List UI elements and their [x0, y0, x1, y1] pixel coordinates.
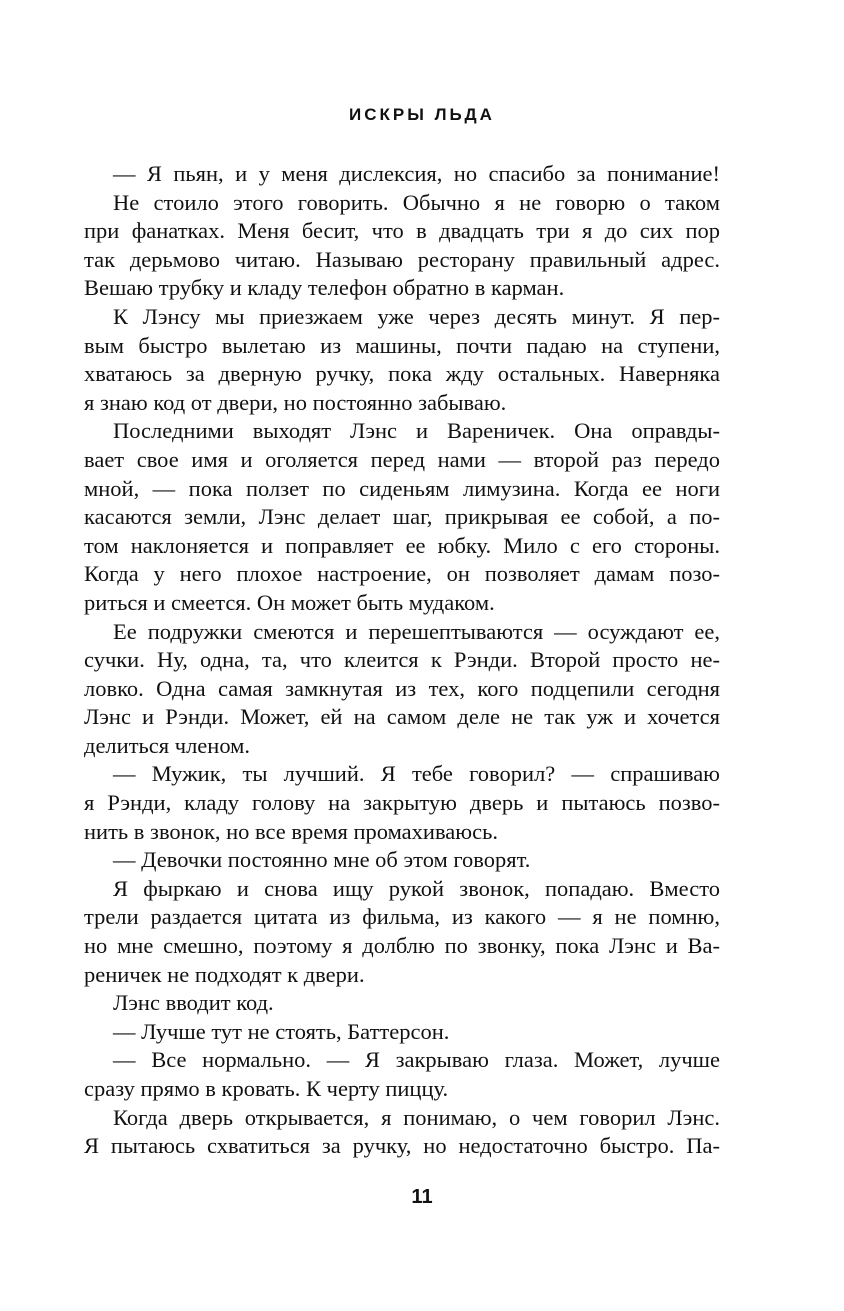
text-line: Когда дверь открывается, я понимаю, о чем говорил Лэнс.	[113, 1104, 720, 1130]
text-line: вым быстро вылетаю из машины, почти падаю на ступени,	[84, 332, 720, 358]
text-line: Ее подружки смеются и перешептываются — осуждают ее,	[113, 618, 720, 644]
text-line: я знаю код от двери, но постоянно забываю.	[84, 389, 507, 415]
text-line: — Девочки постоянно мне об этом говорят.	[113, 847, 531, 873]
text-line: К Лэнсу мы приезжаем уже через десять минут. Я пер-	[113, 303, 720, 329]
text-line: делиться членом.	[84, 732, 251, 758]
text-line: трели раздается цитата из фильма, из какого — я не помню,	[84, 904, 720, 930]
text-line: риться и смеется. Он может быть мудаком.	[84, 589, 495, 615]
text-line: ловко. Одна самая замкнутая из тех, кого подцепили сегодня	[84, 675, 720, 701]
body-text	[84, 160, 720, 1161]
text-line: Не стоило этого говорить. Обычно я не говорю о таком	[113, 189, 720, 215]
text-line: хватаюсь за дверную ручку, пока жду остальных. Наверняка	[84, 361, 720, 387]
text-line: я Рэнди, кладу голову на закрытую дверь и пытаюсь позво-	[84, 790, 720, 816]
page-number: 11	[411, 1186, 433, 1208]
text-line: сучки. Ну, одна, та, что клеится к Рэнди. Второй просто не-	[84, 647, 720, 673]
text-line: при фанатках. Меня бесит, что в двадцать три я до сих пор	[84, 218, 720, 244]
text-line: реничек не подходят к двери.	[84, 961, 365, 987]
running-title: ИСКРЫ ЛЬДА	[349, 105, 495, 124]
text-line: — Мужик, ты лучший. Я тебе говорил? — спрашиваю	[113, 761, 720, 787]
text-line: — Я пьян, и у меня дислексия, но спасибо за понимание!	[113, 161, 720, 186]
text-line: касаются земли, Лэнс делает шаг, прикрывая ее собой, а по-	[84, 504, 720, 530]
text-line: Я фыркаю и снова ищу рукой звонок, попадаю. Вместо	[113, 875, 720, 901]
text-line: — Все нормально. — Я закрываю глаза. Может, лучше	[113, 1047, 720, 1073]
text-line: Когда у него плохое настроение, он позволяет дамам позо-	[84, 561, 720, 587]
text-line: но мне смешно, поэтому я долблю по звонку, пока Лэнс и Ва-	[84, 933, 720, 959]
text-line: мной, — пока ползет по сиденьям лимузина. Когда ее ноги	[84, 475, 720, 501]
text-line: так дерьмово читаю. Называю ресторану правильный адрес.	[84, 246, 720, 272]
text-line: Лэнс вводит код.	[113, 990, 274, 1016]
text-line: нить в звонок, но все время промахиваюсь.	[84, 818, 498, 844]
text-line: Вешаю трубку и кладу телефон обратно в карман.	[84, 275, 565, 301]
text-line: — Лучше тут не стоять, Баттерсон.	[113, 1018, 450, 1044]
text-line: том наклоняется и поправляет ее юбку. Мило с его стороны.	[84, 532, 720, 558]
text-line: сразу прямо в кровать. К черту пиццу.	[84, 1076, 449, 1101]
text-line: Лэнс и Рэнди. Может, ей на самом деле не так уж и хочется	[84, 704, 720, 730]
text-line: вает свое имя и оголяется перед нами — второй раз передо	[84, 446, 720, 472]
text-line: Я пытаюсь схватиться за ручку, но недостаточно быстро. Па-	[84, 1133, 720, 1159]
text-line: Последними выходят Лэнс и Вареничек. Она оправды-	[113, 418, 720, 444]
